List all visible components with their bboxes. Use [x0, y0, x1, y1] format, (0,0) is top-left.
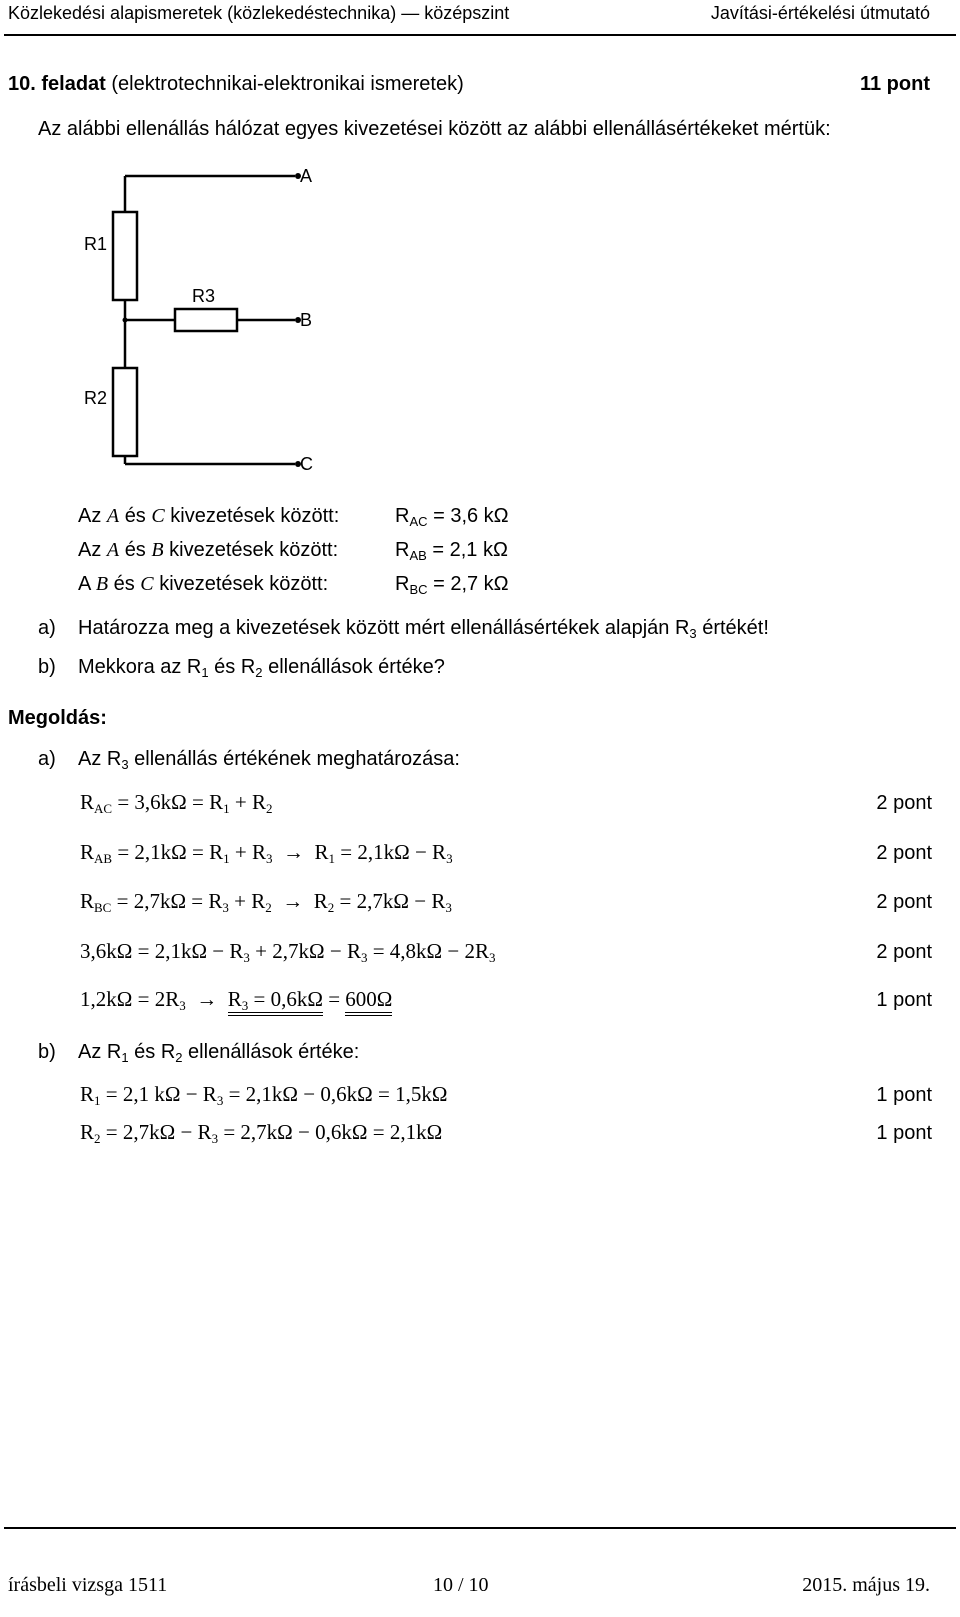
- measurement-ac: Az A és C kivezetések között:: [78, 505, 340, 527]
- points-r3: 1 pont: [876, 989, 932, 1011]
- measurement-ab: Az A és B kivezetések között:: [78, 539, 339, 561]
- header-right: Javítási-értékelési útmutató: [710, 3, 930, 23]
- solution-b-text: Az $R_1$ és $R_2$ ellenállások értéke:: [78, 1041, 360, 1065]
- equation-r1: $R_1 = 2,1$ $k\Omega - R_3 = 2,1k\Omega - 0,6k\Omega = 1,5k\Omega$: [80, 1082, 448, 1108]
- header-rule: [4, 34, 956, 36]
- equation-rbc: $R_{BC} = 2,7k\Omega = R_3 + R_2 \to R_2 = 2,7k\Omega - R_3$: [80, 889, 452, 915]
- task-intro: Az alábbi ellenállás hálózat egyes kivezetései között az alábbi ellenállásértékeket mértük:: [38, 118, 831, 140]
- points-rac: 2 pont: [876, 792, 932, 814]
- solution-a-label: a): [38, 748, 56, 770]
- footer-center: 10 / 10: [433, 1574, 489, 1596]
- footer-left: írásbeli vizsga 1511: [8, 1574, 168, 1596]
- task-topic: (elektrotechnikai-elektronikai ismeretek): [111, 73, 464, 95]
- resistor-label-r1: R1: [84, 234, 108, 254]
- task-points: 11 pont: [859, 73, 930, 95]
- footer-rule: [4, 1527, 956, 1529]
- question-b-text: Mekkora az $R_1$ és $R_2$ ellenállások értéke?: [78, 656, 445, 680]
- task-number: 10. feladat: [8, 73, 106, 95]
- solution-a-text: Az $R_3$ ellenállás értékének meghatározása:: [78, 748, 460, 772]
- resistor-label-r2: R2: [84, 388, 108, 408]
- footer-right: 2015. május 19.: [802, 1574, 930, 1596]
- measurement-ab-value: $R_{AB} = 2,1$ kΩ: [395, 539, 508, 563]
- question-b-label: b): [38, 656, 56, 678]
- terminal-label-b: B: [300, 310, 313, 330]
- header-left: Közlekedési alapismeretek (közlekedéstechnika) — középszint: [8, 3, 510, 23]
- measurement-bc-value: $R_{BC} = 2,7$ kΩ: [395, 573, 509, 597]
- points-r1: 1 pont: [876, 1084, 932, 1106]
- question-a-text: Határozza meg a kivezetések között mért ellenállásértékek alapján $R_3$ értékét!: [78, 617, 769, 641]
- measurement-bc: A B és C kivezetések között:: [78, 573, 329, 595]
- equation-rab: $R_{AB} = 2,1k\Omega = R_1 + R_3 \to R_1 = 2,1k\Omega - R_3$: [80, 840, 453, 866]
- equation-sum: $3,6k\Omega = 2,1k\Omega - R_3 + 2,7k\Omega - R_3 = 4,8k\Omega - 2R_3$: [80, 939, 496, 965]
- points-sum: 2 pont: [876, 941, 932, 963]
- question-a-label: a): [38, 617, 56, 639]
- solution-b-label: b): [38, 1041, 56, 1063]
- equation-rac: $R_{AC} = 3,6k\Omega = R_1 + R_2$: [80, 790, 273, 816]
- resistor-label-r3: R3: [192, 286, 216, 306]
- points-r2: 1 pont: [876, 1122, 932, 1144]
- points-rbc: 2 pont: [876, 891, 932, 913]
- terminal-label-a: A: [300, 166, 313, 186]
- task-title: [8, 73, 464, 96]
- terminal-label-c: C: [300, 454, 313, 474]
- equation-r3-result: $1,2k\Omega = 2R_3 \to R_3 = 0,6k\Omega = 600\Omega$: [80, 987, 392, 1014]
- points-rab: 2 pont: [876, 842, 932, 864]
- equation-r2: $R_2 = 2,7k\Omega - R_3 = 2,7k\Omega - 0,6k\Omega = 2,1k\Omega$: [80, 1120, 443, 1146]
- measurement-ac-value: $R_{AC} = 3,6$ kΩ: [395, 505, 509, 529]
- solution-heading: Megoldás:: [8, 707, 107, 729]
- resistor-circuit-diagram: [70, 160, 430, 480]
